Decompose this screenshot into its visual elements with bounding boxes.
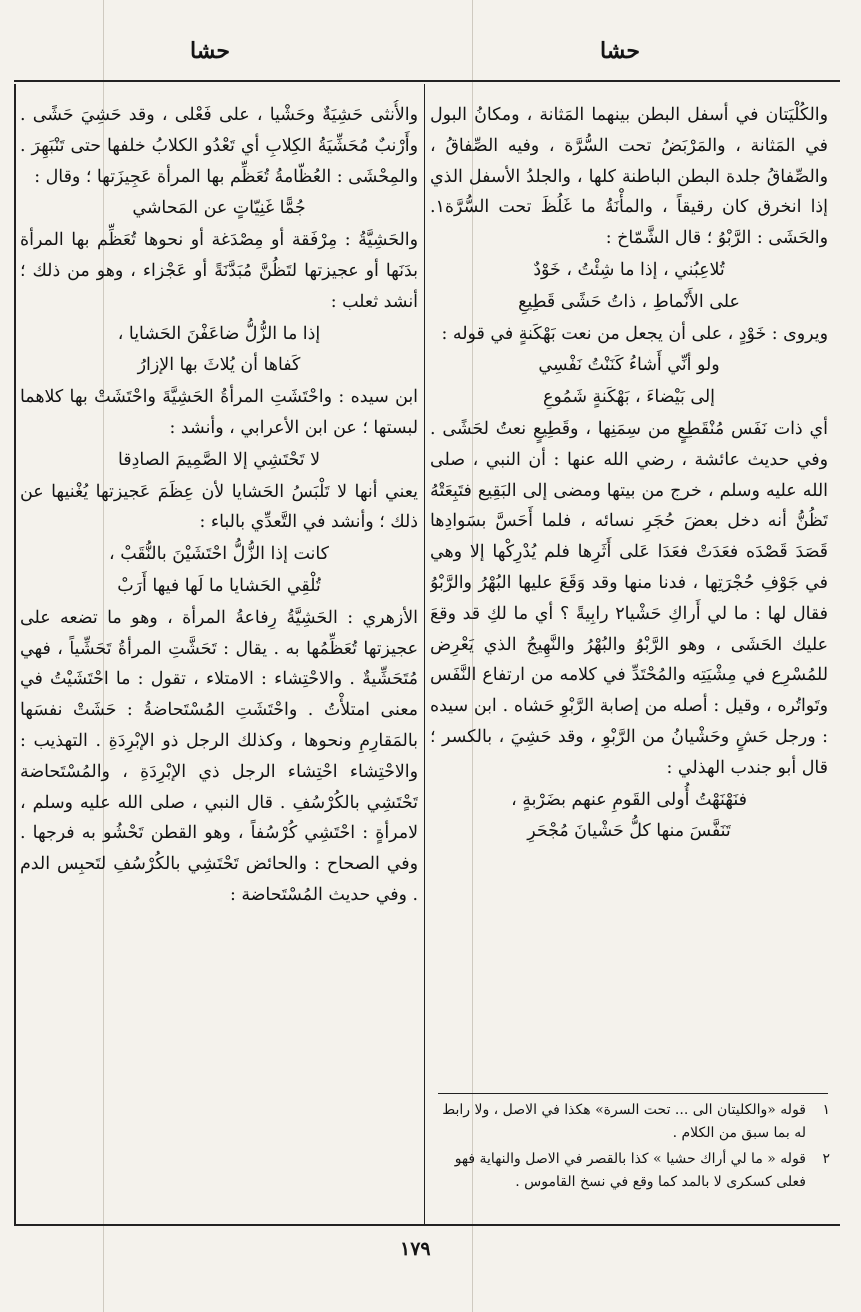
header-rule [14,80,840,82]
paragraph: والحَشِيَّةُ : مِرْفَقة أو مِصْدَغة أو نحوها تُعَظِّم بها المرأة بدَنَها أو عجيزتها لتَظُنَّ مُبَدَّنَةً أو عَجْزاء ، وهو من ذلك ؛ أنشد ثعلب : [20,230,418,312]
footnote-number: ١ [822,1102,830,1118]
paragraph: والكُلْيَتان في أسفل البطن بينهما المَثانة ، ومكانُ البول في المَثانة ، والمَرْبَضُ تحت السُّرَّة ، وفيه الصِّفاقُ ، والصِّفاقُ جلدة البطن الباطنة كلها ، والجلدُ الأسفل الذي إذا انخرق كان رقيقاً ، والمأْنَةُ ما غَلُظَ تحت السُّرَّة١. والحَشَى : الرَّبْوُ ؛ قال الشَّمّاخ : [430,105,828,249]
footnote-text: قوله «والكليتان الى ... تحت السرة» هكذا في الاصل ، ولا رابط له بما سبق من الكلام . [442,1102,806,1141]
paragraph: الأزهري : الحَشِيَّةُ رِفاعةُ المرأة ، وهو ما تضعه على عجيزتها تُعَظِّمُها به . يقال : تَحَشَّتِ المرأةُ تَحَشِّياً ، فهي مُتَحَشِّيةٌ . والاحْتِشاء : الامتلاء ، تقول : ما احْتَشَيْتُ في معنى امتلأْتُ . واحْتَشَتِ المُسْتَحاضةُ : حَشَتْ نفسَها بالمَقارِمِ ونحوها ، وكذلك الرجل ذو الإبْرِدَةِ . التهذيب : والاحْتِشاء احْتِشاء الرجل ذي الإبْرِدَةِ ، والمُسْتَحاضة تَحْتَشِي بالكُرْسُفِ . قال النبي ، صلى الله عليه وسلم ، لامرأةٍ : احْتَشِي كُرْسُفاً ، وهو القطن تَحْشُو به فرجها . وفي الصحاح : والحائض تَحْتَشِي بالكُرْسُفِ لتَحبِس الدم . وفي حديث المُسْتَحاضة : [20,607,418,905]
footnotes [430,1099,830,1197]
right-column [430,100,828,1085]
verse-line: إذا ما الزُّلُّ ضاعَفْنَ الحَشايا ، [117,323,321,344]
paragraph: ابن سيده : واحْتَشَتِ المرأةُ الحَشِيَّةَ واحْتَشَتْ بها كلاهما لبستها ؛ عن ابن الأعرابي ، وأنشد : [20,387,418,438]
verse-line: جُمًّا غَنِيّاتٍ عن المَحاشي [132,198,306,219]
verse-line: على الأَنْماطِ ، ذاتُ حَشًى قَطِيعِ [518,291,740,312]
verse-line: كَفاها أن يُلاثَ بها الإزارُ [137,355,301,376]
verse-line: تُلْقِي الحَشايا ما لَها فيها أَرَبْ [117,575,321,596]
verse-line: إلى بَيْضاءَ ، بَهْكَنةٍ شَمُوعِ [542,387,715,408]
bottom-rule [14,1224,840,1226]
column-divider [424,84,425,1224]
left-border [14,84,16,1224]
verse-line: ولو أنِّي أَشاءُ كَنَنْتُ نَفْسِي [538,355,720,376]
verse-line: تُلاعِبُني ، إذا ما شِئْتُ ، خَوْدٌ [533,259,725,280]
verse-line: كانت إذا الزُّلُّ احْتَشَيْنَ بالنُّقَبْ ، [109,544,329,565]
verse-line: لا تَحْتَشِي إلا الصَّمِيمَ الصادِقا [117,449,321,470]
header-right: حشا [600,38,640,64]
paragraph: ويروى : خَوْدٍ ، على أن يجعل من نعت بَهْكَنةٍ في قوله : [441,323,828,344]
footnote-rule [438,1093,828,1094]
verse-line: فنَهْنَهْتُ أُولى القَومِ عنهم بضَرْبةٍ ، [511,789,747,810]
paragraph: أي ذات نَفَس مُنْقَطِعٍ من سِمَنِها ، وقَطِيعٍ نعتُ لحَشًى . وفي حديث عائشة ، رضي الله عنها : أن النبي ، صلى الله عليه وسلم ، خرج من بيتها ومضى إلى البَقِيع فتَبِعَتْهُ تَظُنُّ أنه دخل بعضَ حُجَرِ نسائه ، فلما أَحَسَّ بسَوادِها قَصَدَ قَصْدَه فعَدَتْ فعَدَا عَلى أَثَرِها فلم يُدْرِكْها إلا وهي في جَوْفِ حُجْرَتِها ، فدنا منها وقد وَقَعَ عليها البُهْرُ والرَّبْوُ فقال لها : ما لي أَراكِ حَشْيا٢ رابِيةً ؟ أي ما لكِ قد وقعَ عليك الحَشَى ، وهو الرَّبْوُ والبُهْرُ والنَّهِيجُ الذي يَعْرِض للمُسْرِع في مِشْيَتِه والمُحْتَدِّ في كلامه من ارتفاع النَّفَس وتَواتُره ، وقيل : أصله من إصابة الرَّبْوِ حَشاه . ابن سيده : ورجل حَشٍ وحَشْيانُ من الرَّبْوِ ، وقد حَشِيَ ، بالكسر ؛ قال أبو جندب الهذلي : [430,418,828,778]
verse-line: تَنَفَّسَ منها كلُّ حَشْيانَ مُجْحَرِ [527,821,731,842]
paragraph: والأُنثى حَشِيَةٌ وحَشْيا ، على فَعْلى ، وقد حَشِيَ حَشًى . وأَرْنبٌ مُحَشِّيَةُ الكِلابِ أي تَعْدُو الكلابُ خلفها حتى تَنْبَهِرَ . والمِحْشَى : العُظّامةُ تُعَظِّم بها المرأة عَجِيزَتها ؛ وقال : [20,105,418,187]
footnote [430,1148,830,1194]
footnote-text: قوله « ما لي أراك حشيا » كذا بالقصر في الاصل والنهاية فهو فعلى كسكرى لا بالمد كما وقع في نسخ القاموس . [454,1151,806,1190]
footnote [430,1099,830,1145]
paragraph: يعني أنها لا تَلْبَسُ الحَشايا لأن عِظَمَ عَجيزتها يُغْنيها عن ذلك ؛ وأنشد في التَّعدِّي بالباء : [20,481,418,533]
left-column [20,100,418,1222]
page-number: ١٧٩ [400,1238,431,1260]
header-left: حشا [190,38,230,64]
footnote-number: ٢ [822,1151,830,1167]
